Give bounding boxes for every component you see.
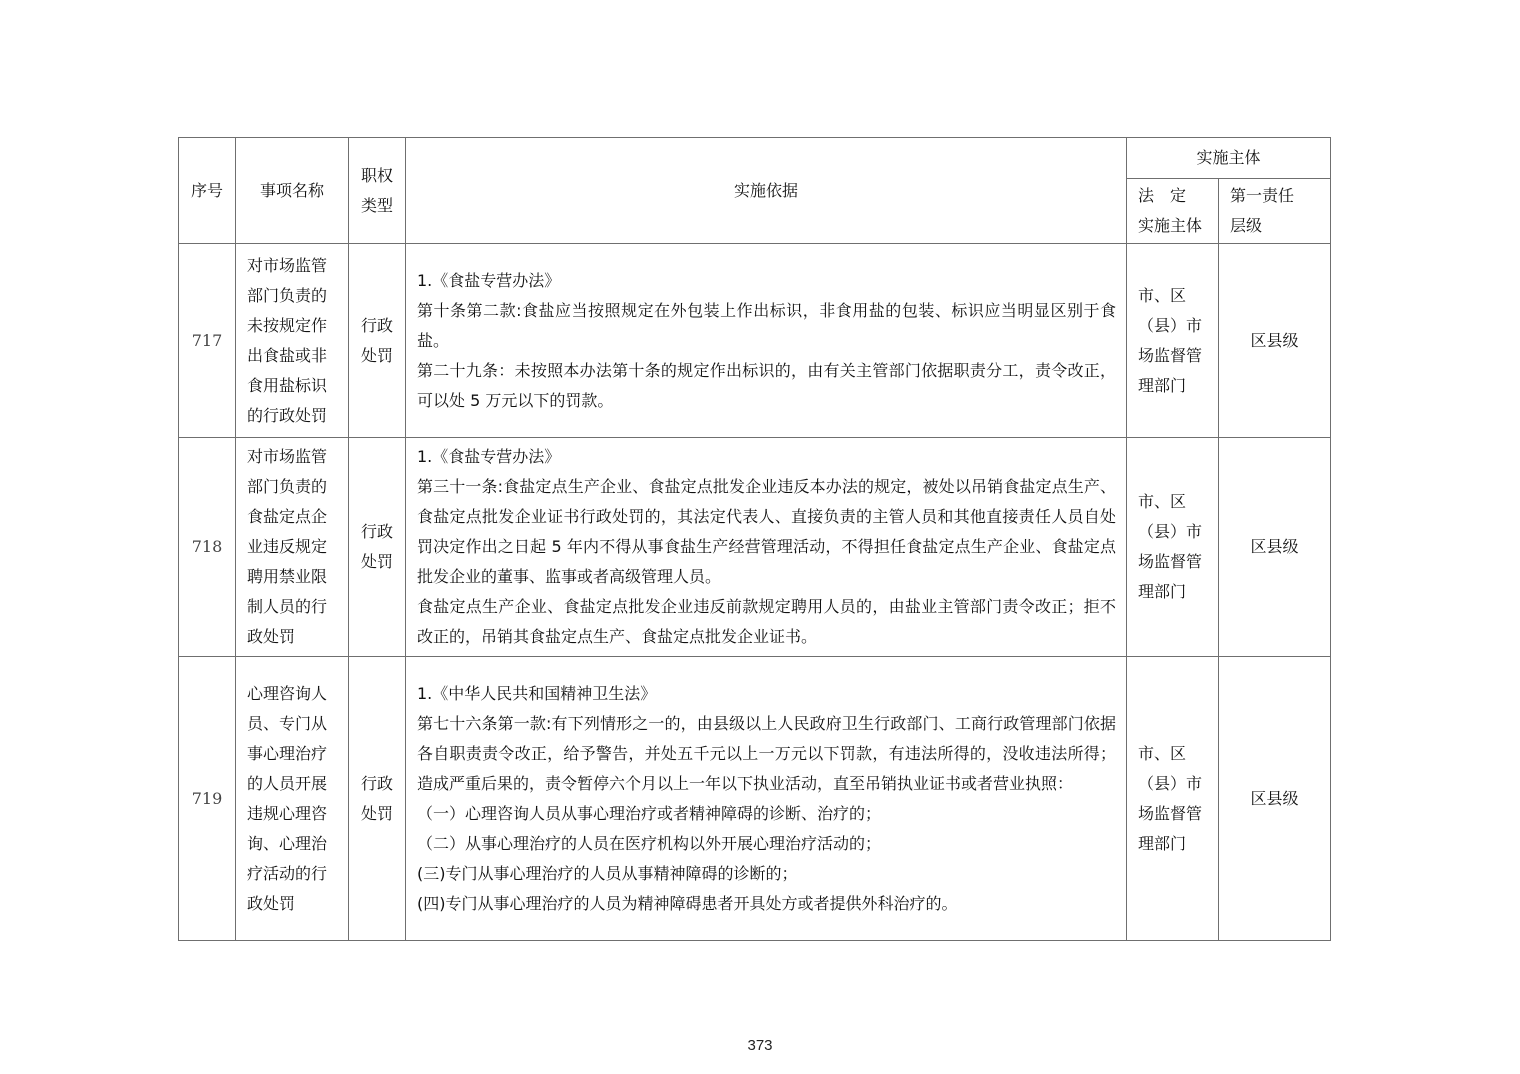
row-power-type: 行政处罚 — [349, 438, 406, 657]
row-serial: 717 — [179, 244, 236, 438]
basis-paragraph: 第十条第二款:食盐应当按照规定在外包装上作出标识，非食用盐的包装、标识应当明显区别于食盐。 — [417, 300, 1116, 350]
row-first-level: 区县级 — [1219, 657, 1331, 941]
basis-paragraph: （二）从事心理治疗的人员在医疗机构以外开展心理治疗活动的； — [417, 833, 882, 853]
basis-title: 1.《食盐专营办法》 — [417, 447, 561, 466]
header-item-name: 事项名称 — [236, 138, 349, 244]
header-power-type: 职权类型 — [349, 138, 406, 244]
header-subject-group: 实施主体 — [1127, 138, 1331, 179]
table-row — [179, 244, 1331, 438]
row-first-level: 区县级 — [1219, 244, 1331, 438]
basis-paragraph: 第七十六条第一款:有下列情形之一的，由县级以上人民政府卫生行政部门、工商行政管理部门依据各自职责责令改正，给予警告，并处五千元以上一万元以下罚款，有违法所得的，没收违法所得；造成严重后果的，责令暂停六个月以上一年以下执业活动，直至吊销执业证书或者营业执照： — [417, 713, 1116, 793]
row-first-level: 区县级 — [1219, 438, 1331, 657]
table-row — [179, 657, 1331, 941]
basis-paragraph: 食盐定点生产企业、食盐定点批发企业违反前款规定聘用人员的，由盐业主管部门责令改正；拒不改正的，吊销其食盐定点生产、食盐定点批发企业证书。 — [417, 597, 1116, 646]
row-basis — [406, 657, 1127, 941]
row-basis — [406, 438, 1127, 657]
row-basis — [406, 244, 1127, 438]
header-first-level: 第一责任 层级 — [1219, 179, 1331, 244]
table-row — [179, 438, 1331, 657]
header-basis: 实施依据 — [406, 138, 1127, 244]
basis-paragraph: （一）心理咨询人员从事心理治疗或者精神障碍的诊断、治疗的； — [417, 803, 882, 823]
row-legal-subject: 市、区（县）市场监督管理部门 — [1127, 438, 1219, 657]
row-legal-subject: 市、区（县）市场监督管理部门 — [1127, 244, 1219, 438]
row-item-name: 心理咨询人员、专门从事心理治疗的人员开展违规心理咨询、心理治疗活动的行政处罚 — [236, 657, 349, 941]
basis-paragraph: (四)专门从事心理治疗的人员为精神障碍患者开具处方或者提供外科治疗的。 — [417, 893, 958, 913]
row-item-name: 对市场监管部门负责的未按规定作出食盐或非食用盐标识的行政处罚 — [236, 244, 349, 438]
row-power-type: 行政处罚 — [349, 244, 406, 438]
page-number: 373 — [747, 1037, 773, 1054]
header-row — [179, 138, 1331, 179]
row-power-type: 行政处罚 — [349, 657, 406, 941]
header-legal-subject: 法 定 实施主体 — [1127, 179, 1219, 244]
basis-paragraph: 第三十一条:食盐定点生产企业、食盐定点批发企业违反本办法的规定，被处以吊销食盐定点生产、食盐定点批发企业证书行政处罚的，其法定代表人、直接负责的主管人员和其他直接责任人员自处罚决定作出之日起 5 年内不得从事食盐生产经营管理活动，不得担任食盐定点生产企业、食盐定点批发企业的董事、监事或者高级管理人员。 — [417, 477, 1116, 586]
row-serial: 719 — [179, 657, 236, 941]
header-serial: 序号 — [179, 138, 236, 244]
basis-title: 1.《中华人民共和国精神卫生法》 — [417, 683, 657, 703]
basis-paragraph: 第二十九条：未按照本办法第十条的规定作出标识的，由有关主管部门依据职责分工，责令改正，可以处 5 万元以下的罚款。 — [417, 360, 1116, 410]
row-item-name: 对市场监管部门负责的食盐定点企业违反规定聘用禁业限制人员的行政处罚 — [236, 438, 349, 657]
basis-title: 1.《食盐专营办法》 — [417, 270, 561, 290]
basis-paragraph: (三)专门从事心理治疗的人员从事精神障碍的诊断的； — [417, 863, 798, 883]
row-serial: 718 — [179, 438, 236, 657]
enforcement-items-table — [178, 137, 1331, 941]
row-legal-subject: 市、区（县）市场监督管理部门 — [1127, 657, 1219, 941]
